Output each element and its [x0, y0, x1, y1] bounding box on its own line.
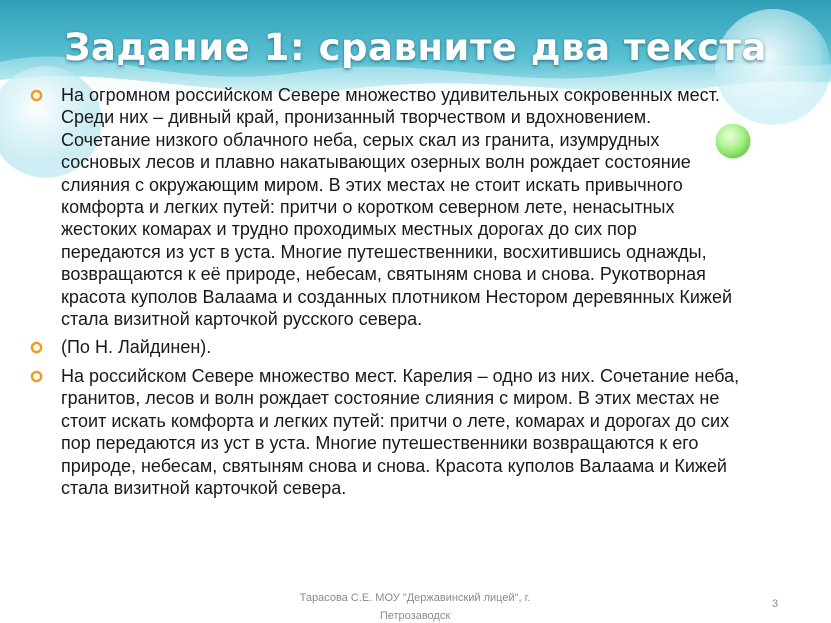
- source-attribution: (По Н. Лайдинен).: [61, 337, 212, 358]
- page-number: 3: [772, 598, 779, 610]
- ring-bullet-icon: [30, 89, 43, 102]
- list-item: [30, 84, 790, 330]
- compressed-text-paragraph: На российском Севере множество мест. Карелия – одно из них. Сочетание неба, гранитов, лесов и волн рождает состояние слияния с миром. В этих местах не стоит искать комфорта и легких путей: притчи о лете, комарах и дорогах до сих пор передаются из уст в уста. Многие путешественники возвращаются к его природе, небесам, святыням снова и снова. Красота куполов Валаама и Кижей стала визитной карточкой севера.: [61, 365, 740, 498]
- slide-title: Задание 1: сравните два текста: [64, 26, 767, 69]
- ring-bullet-icon: [30, 341, 43, 354]
- slide-footer: Тарасова С.Е. МОУ "Державинский лицей", г. Петрозаводск: [299, 592, 531, 622]
- slide-body: [30, 84, 790, 505]
- list-item: [30, 336, 790, 358]
- list-item: [30, 365, 790, 499]
- ring-bullet-icon: [30, 370, 43, 383]
- original-text-paragraph: На огромном российском Севере множество удивительных сокровенных мест. Среди них – дивный край, пронизанный творчеством и вдохновением. Сочетание низкого облачного неба, серых скал из гранита, изумрудных сосновых лесов и плавно накатывающих озерных волн рождает состояние слияния с окружающим миром. В этих местах не стоит искать привычного комфорта и легких путей: притчи о коротком северном лете, ненасытных жестоких комарах и трудно проходимых местных дорогах до сих пор передаются из уст в уста. Многие путешественники, восхитившись однажды, возвращаются к её природе, небесам, святыням снова и снова. Рукотворная красота куполов Валаама и созданных плотником Нестором деревянных Кижей стала визитной карточкой русского севера.: [61, 85, 733, 330]
